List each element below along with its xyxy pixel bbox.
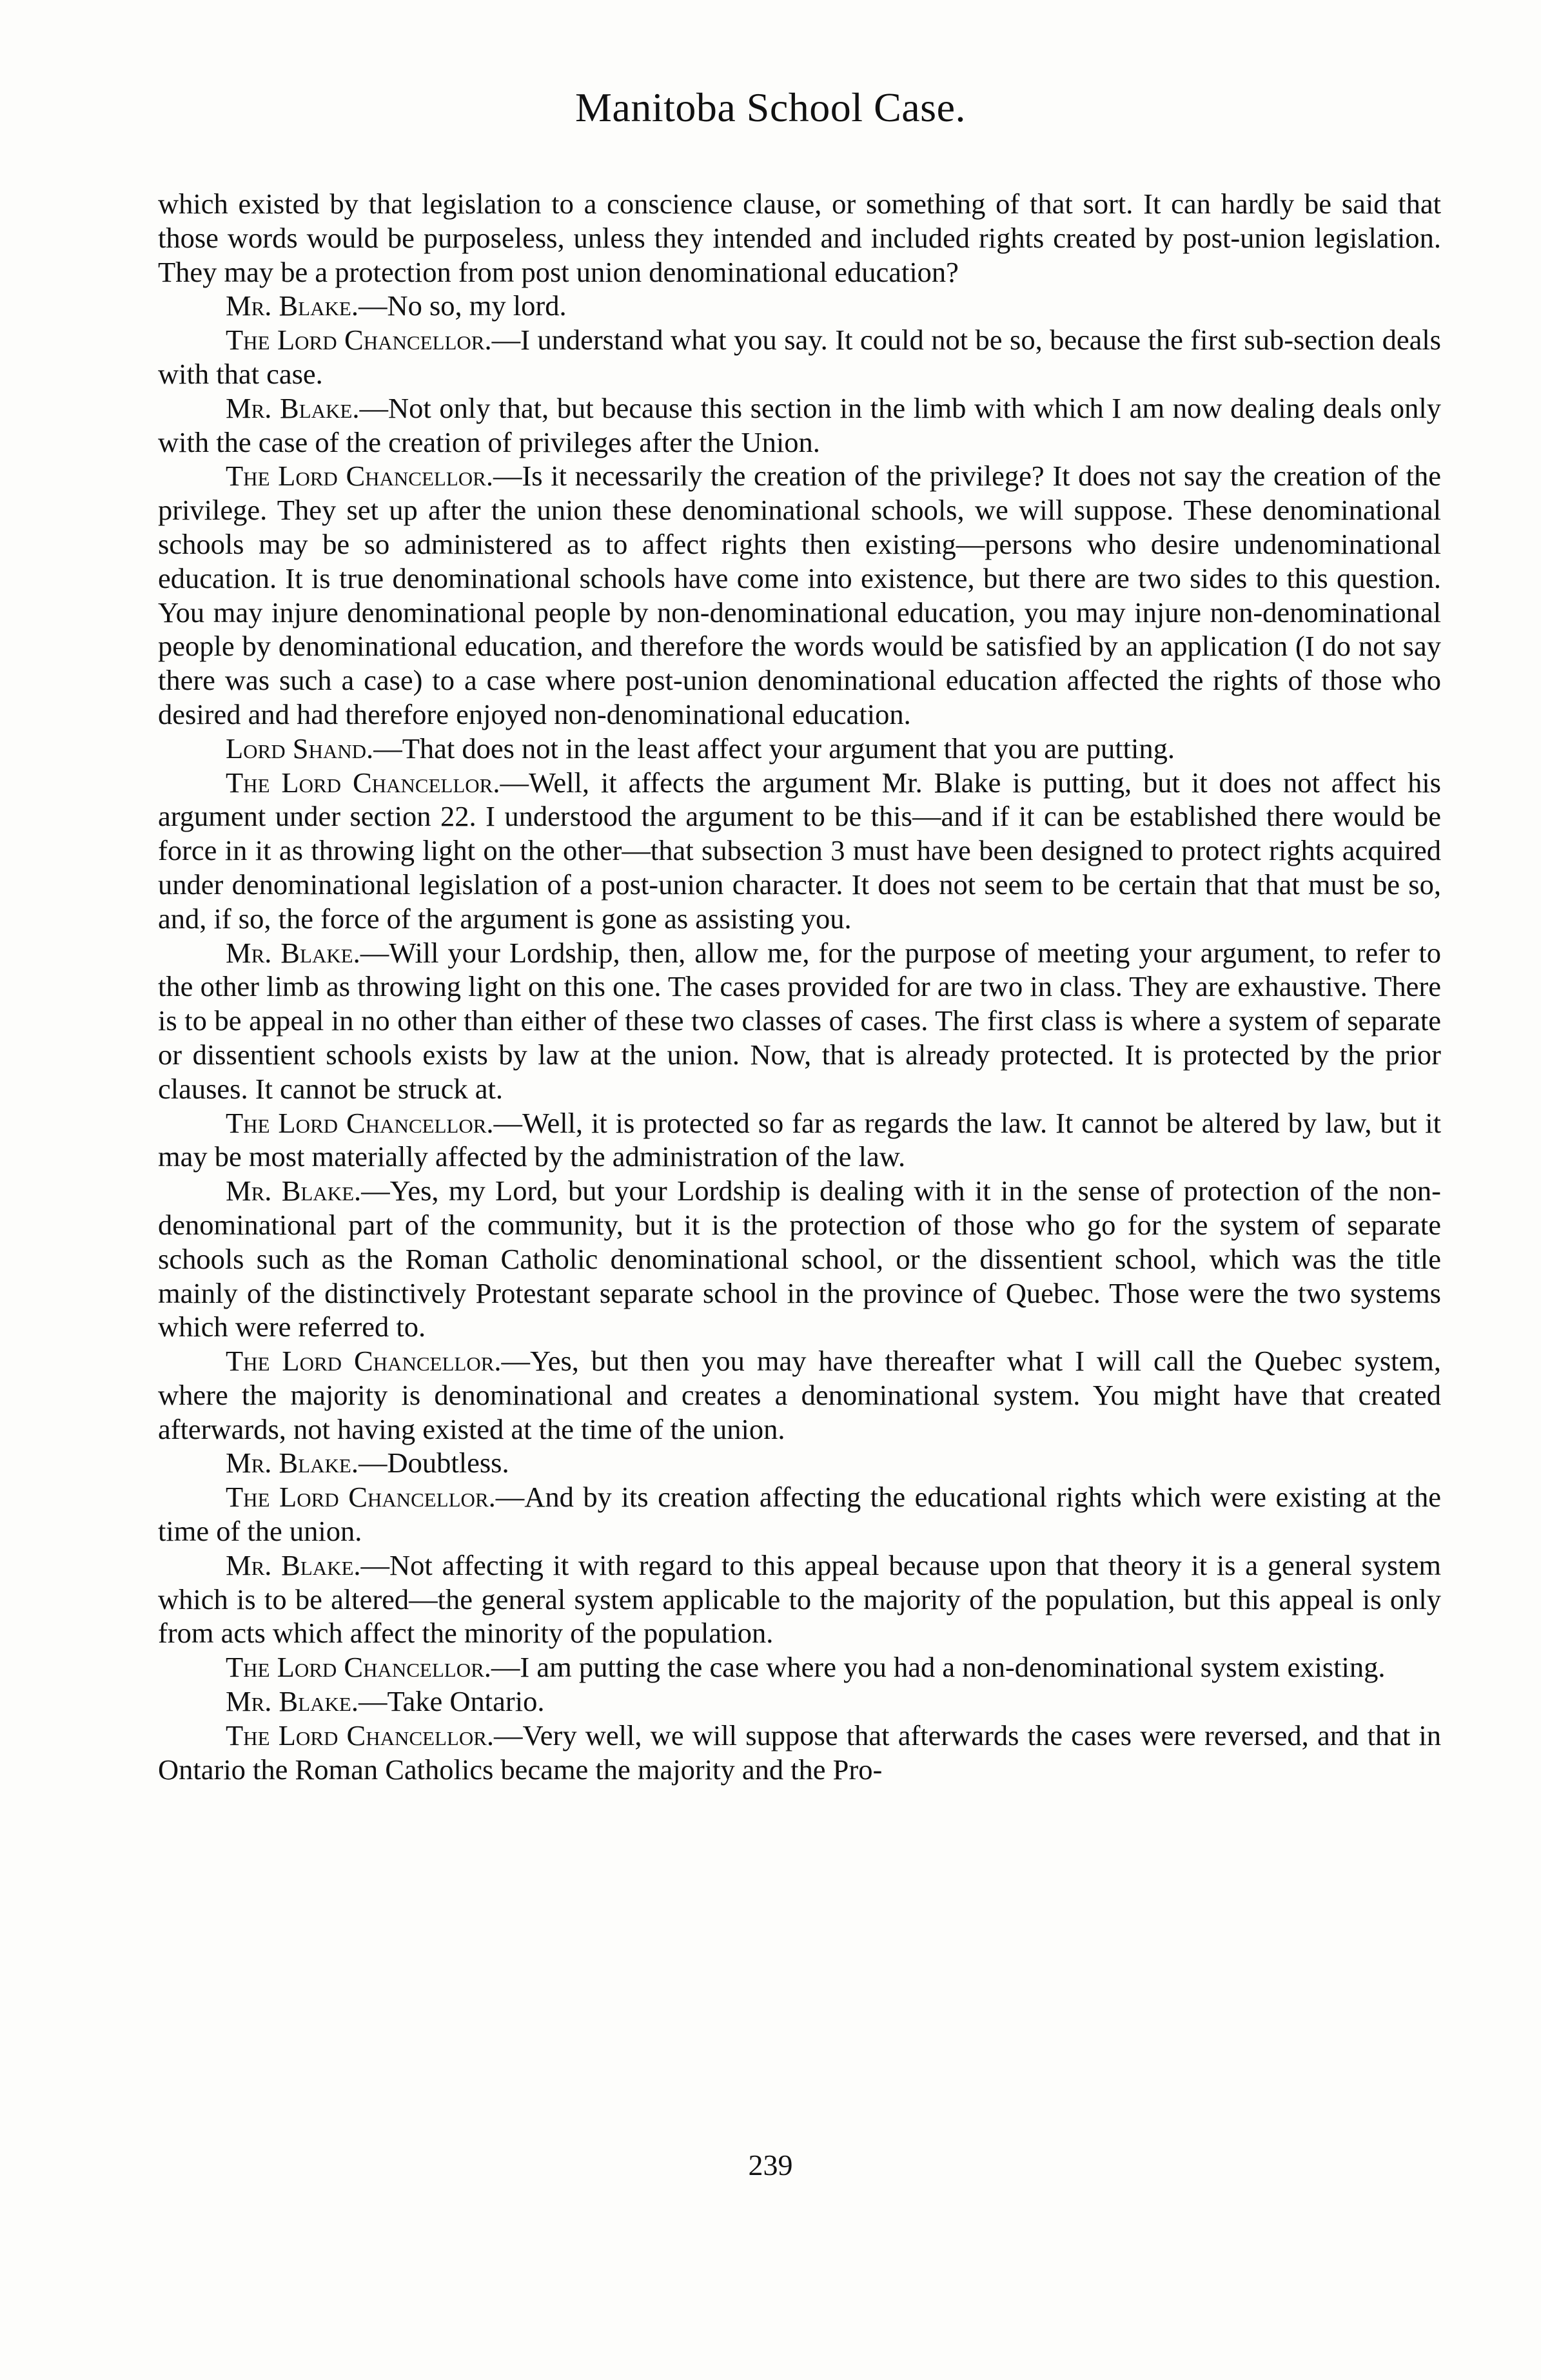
paragraph — [158, 732, 1441, 766]
speaker-name: Lord Shand. — [226, 732, 374, 765]
speaker-name: The Lord Chancellor. — [226, 1719, 495, 1751]
speaker-name: Mr. Blake. — [226, 1548, 361, 1581]
speaker-name: The Lord Chancellor. — [226, 1481, 496, 1514]
paragraph-text: —Doubtless. — [358, 1447, 509, 1479]
page-number: 239 — [748, 2149, 793, 2181]
paragraph-text: —Well, it affects the argument Mr. Blake is putting, but it does not affect his argument under section 22. I understood the argument to be this—and if it can be established there would be force in it as throwing light on the other—that subsection 3 must have been designed to protect rights acquired under denominational legislation of a post-union character. It does not seem to be certain that that must be so, and, if so, the force of the argument is gone as assisting you. — [158, 766, 1441, 935]
paragraph-text: —I am putting the case where you had a non-denominational system existing. — [491, 1651, 1386, 1684]
paragraph-text: —Not only that, but because this section in the limb with which I am now dealing deals only with the case of the creation of privileges after the Union. — [158, 391, 1441, 458]
speaker-name: The Lord Chancellor. — [226, 324, 492, 356]
paragraph — [158, 936, 1441, 1106]
paragraph-text: —Not affecting it with regard to this appeal because upon that theory it is a general system which is to be altered—the general system applicable to the majority of the population, but this appeal is only from acts which affect the minority of the population. — [158, 1548, 1442, 1650]
paragraph — [158, 289, 1441, 323]
paragraph — [158, 187, 1441, 289]
paragraph-text: —Yes, my Lord, but your Lordship is dealing with it in the sense of protection of the non-denominational part of the community, but it is the protection of those who go for the system of separate schools such as the Roman Catholic denominational school, or the dissentient school, which was the title mainly of the distinctively Protestant separate school in the province of Quebec. Those were the two systems which were referred to. — [158, 1175, 1441, 1343]
speaker-name: Mr. Blake. — [226, 391, 360, 424]
paragraph-text: —Is it necessarily the creation of the privilege? It does not say the creation of the privilege. They set up after the union these denominational schools, we will suppose. These denominational schools may be so administered as to affect rights then existing—persons who desire undenominational education. It is true denominational schools have come into existence, but there are two sides to this question. You may injure denominational people by non-denominational education, you may injure non-denominational people by denominational education, and therefore the words would be satisfied by an application (I do not say there was such a case) to a case where post-union denominational education affected the rights of those who desired and had therefore enjoyed non-denominational education. — [158, 460, 1442, 730]
paragraph-text: —No so, my lord. — [358, 289, 567, 322]
paragraph-text: —Well, it is protected so far as regards the law. It cannot be altered by law, but it may be most materially affected by the administration of the law. — [158, 1106, 1442, 1173]
paragraph — [158, 766, 1441, 936]
paragraph-text: —That does not in the least affect your argument that you are putting. — [373, 732, 1175, 765]
paragraph — [158, 323, 1441, 391]
body-text — [158, 187, 1441, 1786]
paragraph — [158, 1480, 1441, 1548]
paragraph-text: —Very well, we will suppose that afterwards the cases were reversed, and that in Ontario the Roman Catholics became the majority and the Pro- — [158, 1719, 1441, 1786]
speaker-name: Mr. Blake. — [226, 1685, 358, 1718]
speaker-name: Mr. Blake. — [226, 1175, 362, 1207]
paragraph-text: —Take Ontario. — [358, 1685, 545, 1718]
paragraph — [158, 1650, 1441, 1684]
speaker-name: The Lord Chancellor. — [226, 766, 500, 799]
paragraph-text: —And by its creation affecting the educational rights which were existing at the time of the union. — [158, 1481, 1442, 1548]
paragraph — [158, 1548, 1441, 1650]
speaker-name: Mr. Blake. — [226, 289, 358, 322]
paragraph — [158, 1344, 1441, 1446]
paragraph-text: which existed by that legislation to a conscience clause, or something of that sort. It can hardly be said that those words would be purposeless, unless they intended and included rights created by post-union legislation. They may be a protection from post union denominational education? — [158, 188, 1441, 288]
running-head: Manitoba School Case. — [575, 84, 966, 130]
paragraph — [158, 1684, 1441, 1719]
speaker-name: The Lord Chancellor. — [226, 1345, 502, 1378]
paragraph — [158, 459, 1441, 731]
paragraph-text: —Will your Lordship, then, allow me, for the purpose of meeting your argument, to refer to the other limb as throwing light on this one. The cases provided for are two in class. They are exhaustive. There is to be appeal in no other than either of these two classes of cases. The first class is where a system of separate or dissentient schools exists by law at the union. Now, that is already protected. It is protected by the prior clauses. It cannot be struck at. — [158, 936, 1441, 1105]
paragraph-text: —Yes, but then you may have thereafter what I will call the Quebec system, where the majority is denominational and creates a denominational system. You might have that created afterwards, not having existed at the time of the union. — [158, 1345, 1441, 1445]
paragraph — [158, 1446, 1441, 1480]
paragraph — [158, 391, 1441, 460]
speaker-name: Mr. Blake. — [226, 1447, 358, 1479]
paragraph — [158, 1106, 1441, 1175]
paragraph — [158, 1174, 1441, 1344]
speaker-name: Mr. Blake. — [226, 936, 360, 969]
speaker-name: The Lord Chancellor. — [226, 1106, 494, 1139]
paragraph — [158, 1719, 1441, 1787]
speaker-name: The Lord Chancellor. — [226, 460, 493, 493]
speaker-name: The Lord Chancellor. — [226, 1651, 491, 1684]
paragraph-text: —I understand what you say. It could not be so, because the first sub-section deals with that case. — [158, 324, 1441, 390]
